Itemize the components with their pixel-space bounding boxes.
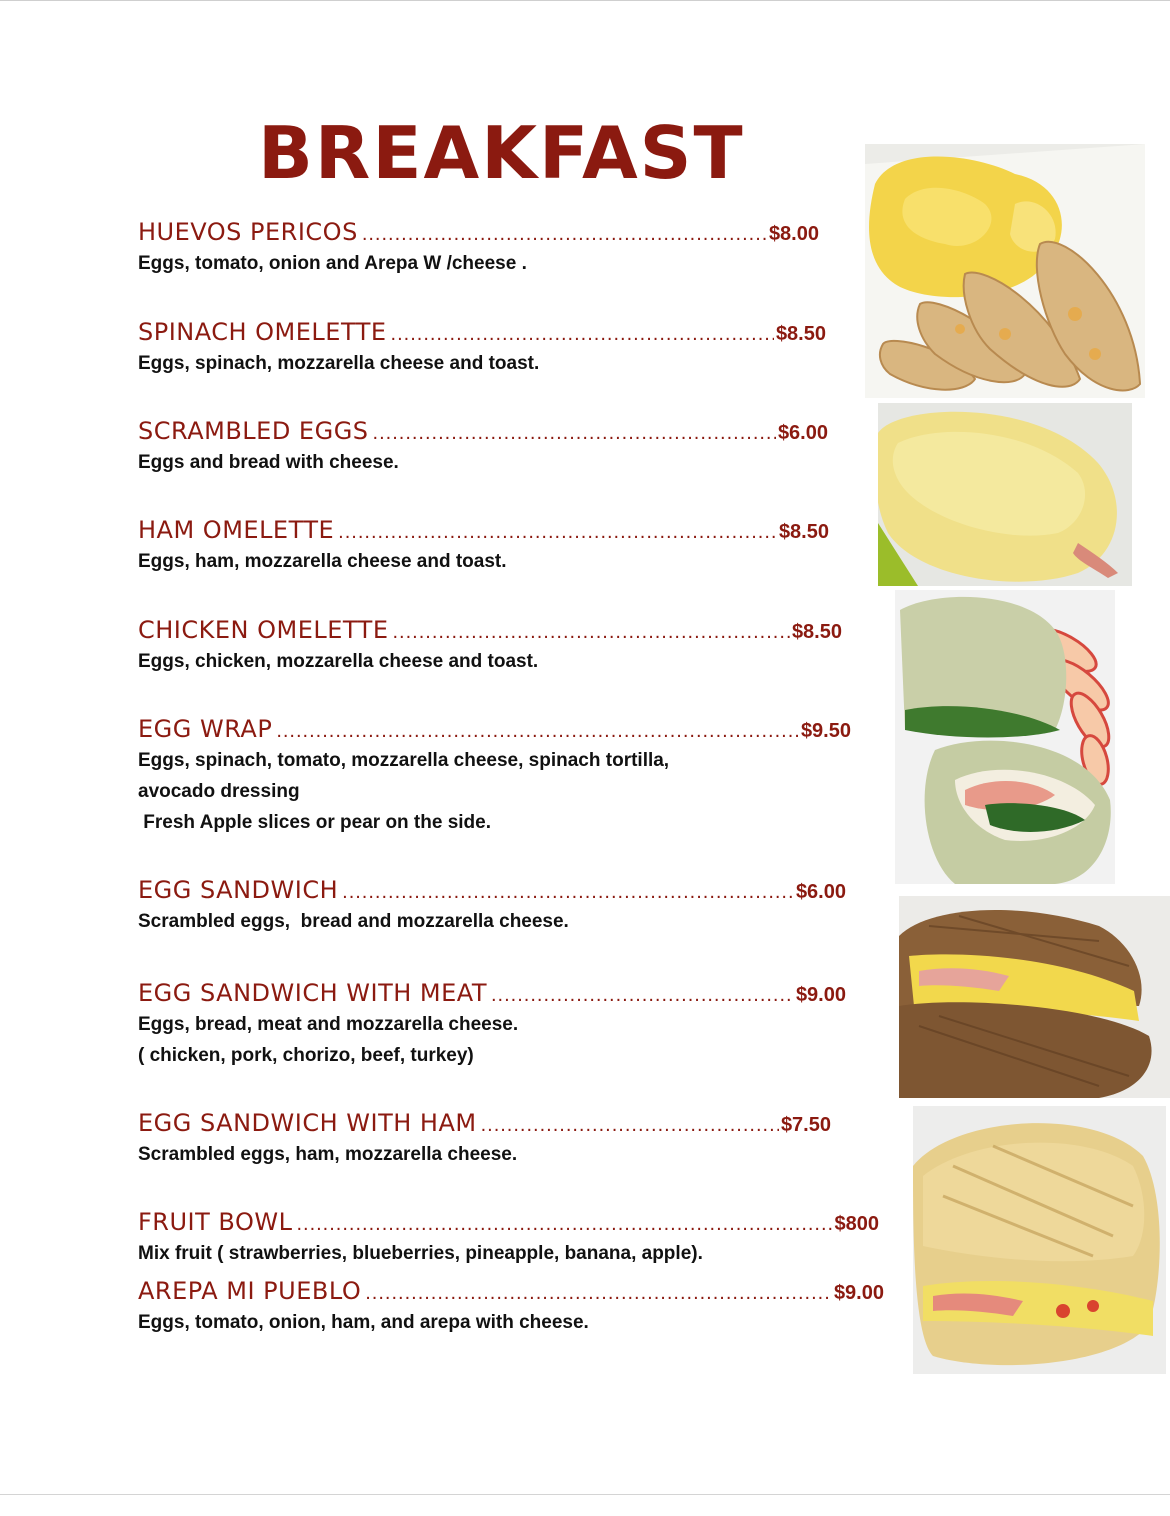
photo-omelette bbox=[878, 403, 1132, 586]
menu-item-ham-omelette bbox=[138, 516, 829, 577]
item-name: EGG WRAP bbox=[138, 715, 273, 743]
item-header bbox=[138, 715, 851, 743]
menu-item-arepa-mi-pueblo bbox=[138, 1277, 884, 1338]
item-description: Eggs, ham, mozzarella cheese and toast. bbox=[138, 551, 507, 572]
menu-item-huevos-pericos bbox=[138, 218, 819, 279]
dot-leader bbox=[481, 1114, 779, 1137]
menu-item-spinach-omelette bbox=[138, 318, 826, 379]
item-description: Scrambled eggs, ham, mozzarella cheese. bbox=[138, 1144, 518, 1165]
dot-leader bbox=[365, 1282, 832, 1305]
item-name: SCRAMBLED EGGS bbox=[138, 417, 369, 445]
item-name: HUEVOS PERICOS bbox=[138, 218, 358, 246]
description-line: Eggs, bread, meat and mozzarella cheese. bbox=[138, 1014, 519, 1035]
item-price: $8.50 bbox=[791, 621, 842, 643]
item-header bbox=[138, 616, 842, 644]
item-header bbox=[138, 1277, 884, 1305]
item-name: FRUIT BOWL bbox=[138, 1208, 293, 1236]
item-header bbox=[138, 218, 819, 246]
photo-pressed-arepa-sandwich bbox=[913, 1106, 1166, 1374]
item-description: Mix fruit ( strawberries, blueberries, pineapple, banana, apple). bbox=[138, 1243, 703, 1264]
item-price: $9.00 bbox=[795, 984, 846, 1006]
photo-scrambled-eggs-with-bagel bbox=[865, 144, 1145, 398]
dot-leader bbox=[491, 984, 794, 1007]
item-description bbox=[138, 745, 851, 838]
menu-item-scrambled-eggs bbox=[138, 417, 828, 478]
item-header bbox=[138, 1109, 831, 1137]
dot-leader bbox=[362, 223, 767, 246]
menu-item-chicken-omelette bbox=[138, 616, 842, 677]
item-price: $8.50 bbox=[778, 521, 829, 543]
dot-leader bbox=[296, 1213, 832, 1236]
dot-leader bbox=[338, 521, 777, 544]
item-name: SPINACH OMELETTE bbox=[138, 318, 387, 346]
photo-egg-wrap-with-apple-slices bbox=[895, 590, 1115, 884]
item-price: $7.50 bbox=[780, 1114, 831, 1136]
item-name: HAM OMELETTE bbox=[138, 516, 335, 544]
item-description: Scrambled eggs, bread and mozzarella cheese. bbox=[138, 911, 569, 932]
dot-leader bbox=[342, 881, 794, 904]
item-name: CHICKEN OMELETTE bbox=[138, 616, 389, 644]
menu-item-egg-wrap bbox=[138, 715, 851, 838]
item-header bbox=[138, 318, 826, 346]
description-line: ( chicken, pork, chorizo, beef, turkey) bbox=[138, 1045, 474, 1066]
item-description: Eggs, chicken, mozzarella cheese and toast. bbox=[138, 651, 539, 672]
menu-item-egg-sandwich bbox=[138, 876, 846, 937]
photo-grilled-egg-sandwich bbox=[899, 896, 1170, 1098]
dot-leader bbox=[392, 621, 789, 644]
item-description: Eggs and bread with cheese. bbox=[138, 452, 399, 473]
item-header bbox=[138, 876, 846, 904]
item-price: $6.00 bbox=[795, 881, 846, 903]
item-price: $9.00 bbox=[833, 1282, 884, 1304]
item-description: Eggs, tomato, onion, ham, and arepa with cheese. bbox=[138, 1312, 589, 1333]
description-line: Fresh Apple slices or pear on the side. bbox=[138, 812, 492, 833]
item-header bbox=[138, 1208, 879, 1236]
dot-leader bbox=[276, 720, 799, 743]
item-description: Eggs, spinach, mozzarella cheese and toast. bbox=[138, 353, 540, 374]
item-price: $9.50 bbox=[800, 720, 851, 742]
item-description: Eggs, tomato, onion and Arepa W /cheese . bbox=[138, 253, 527, 274]
top-border bbox=[0, 0, 1170, 1]
item-price: $8.50 bbox=[775, 323, 826, 345]
description-line: avocado dressing bbox=[138, 781, 300, 802]
item-header bbox=[138, 979, 846, 1007]
description-line: Eggs, spinach, tomato, mozzarella cheese, spinach tortilla, bbox=[138, 750, 670, 771]
menu-item-egg-sandwich-with-meat bbox=[138, 979, 846, 1071]
item-name: AREPA MI PUEBLO bbox=[138, 1277, 362, 1305]
dot-leader bbox=[391, 323, 774, 346]
menu-item-egg-sandwich-with-ham bbox=[138, 1109, 831, 1170]
bottom-border bbox=[0, 1494, 1170, 1495]
item-price: $6.00 bbox=[777, 422, 828, 444]
item-description bbox=[138, 1009, 846, 1071]
item-header bbox=[138, 516, 829, 544]
menu-item-fruit-bowl bbox=[138, 1208, 879, 1269]
item-name: EGG SANDWICH bbox=[138, 876, 339, 904]
item-price: $800 bbox=[834, 1213, 879, 1235]
menu-title: BREAKFAST bbox=[258, 111, 745, 195]
item-header bbox=[138, 417, 828, 445]
item-price: $8.00 bbox=[768, 223, 819, 245]
dot-leader bbox=[373, 422, 776, 445]
item-name: EGG SANDWICH WITH HAM bbox=[138, 1109, 477, 1137]
item-name: EGG SANDWICH WITH MEAT bbox=[138, 979, 487, 1007]
